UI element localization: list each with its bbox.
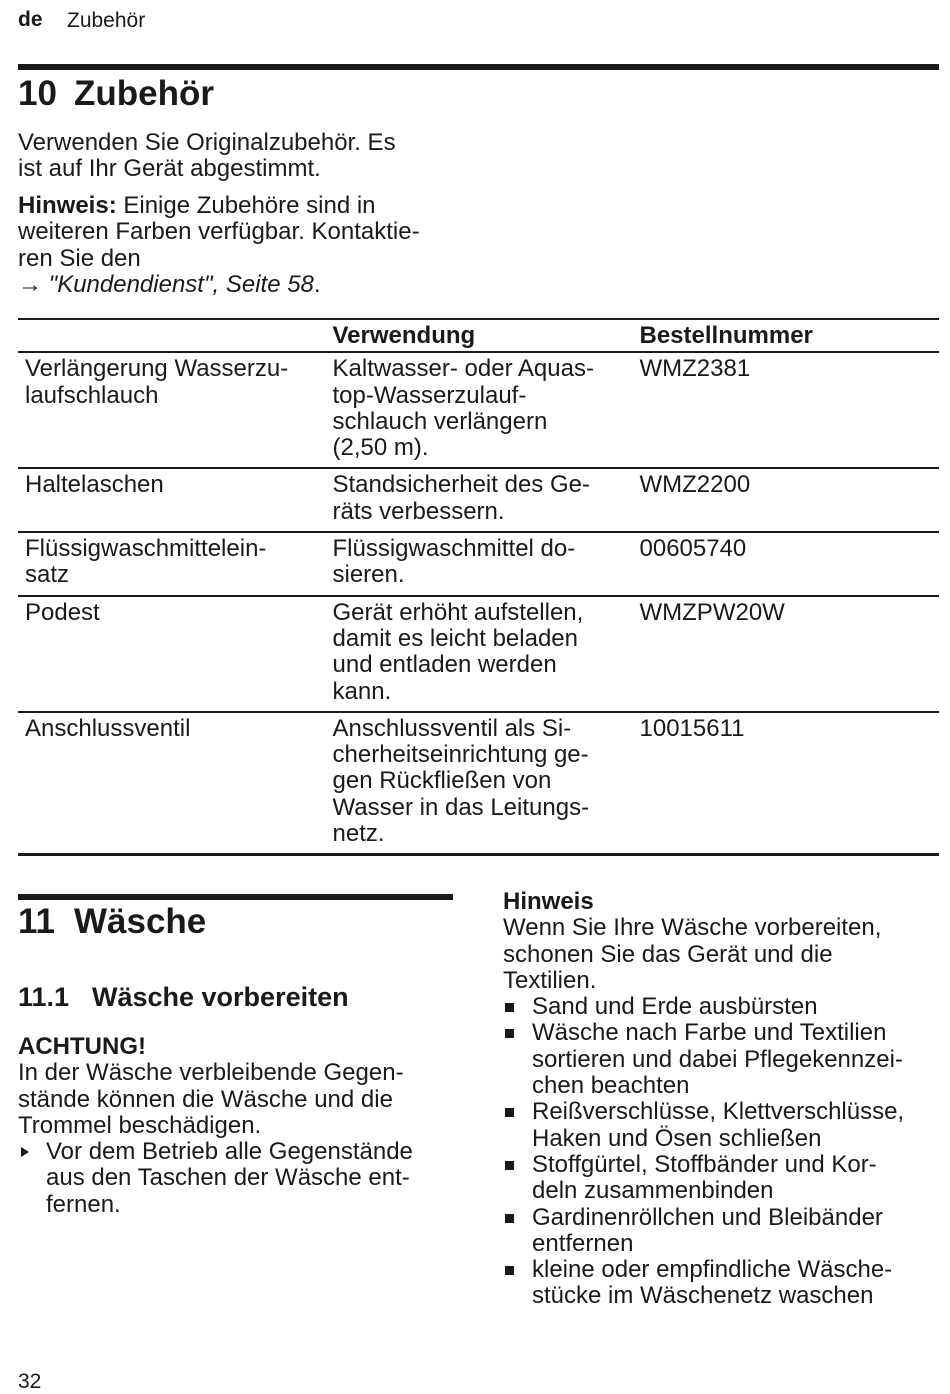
bullet-line: stücke im Wäschenetz waschen <box>532 1282 874 1310</box>
cell-line: Verlängerung Wasserzu- <box>25 355 289 383</box>
note-line <box>18 193 458 219</box>
cell-item <box>18 468 325 532</box>
bullet-line: entfernen <box>532 1229 634 1257</box>
customer-service-link[interactable] <box>18 272 458 298</box>
cell-line: Flüssigwaschmittel do- <box>332 535 576 563</box>
cell-line: und entladen werden <box>332 651 557 679</box>
column-header-item <box>18 319 325 352</box>
cell-line: räts verbessern. <box>332 497 505 525</box>
hint-bullet-list <box>503 994 943 1310</box>
cell-line: Kaltwasser- oder Aquas- <box>332 355 594 383</box>
cell-order-number: WMZ2381 <box>632 352 939 468</box>
list-item <box>503 994 943 1020</box>
bullet-line: Reißverschlüsse, Klettverschlüsse, <box>532 1098 905 1126</box>
cell-order-number: 10015611 <box>632 712 939 855</box>
bullet-line: Haken und Ösen schließen <box>532 1124 822 1152</box>
bullet-line: Gardinenröllchen und Bleibänder <box>532 1203 883 1231</box>
warning-label: ACHTUNG! <box>18 1033 146 1060</box>
cell-line: satz <box>25 561 70 589</box>
warning-line: In der Wäsche verbleibende Gegen- <box>18 1059 404 1087</box>
cell-use <box>325 712 632 855</box>
square-bullet-icon <box>505 1029 514 1038</box>
chapter-10-intro <box>18 130 458 183</box>
cell-line: laufschlauch <box>25 381 159 409</box>
cell-item <box>18 352 325 468</box>
step-line: fernen. <box>46 1190 121 1218</box>
note-label: Hinweis: <box>18 192 117 219</box>
cell-line: (2,50 m). <box>332 434 429 462</box>
cell-line: schlauch verlängern <box>332 407 548 435</box>
hint-block <box>503 889 943 1310</box>
cell-line: damit es leicht beladen <box>332 624 578 652</box>
warning-block <box>18 1034 458 1218</box>
bullet-line: sortieren und dabei Pflegekennzei- <box>532 1045 903 1073</box>
triangle-right-icon <box>21 1147 29 1157</box>
cell-item <box>18 712 325 855</box>
cell-line: sieren. <box>332 561 405 589</box>
chapter-10-heading <box>18 74 214 114</box>
list-item <box>503 1257 943 1310</box>
header-rule <box>18 64 939 70</box>
hint-label: Hinweis <box>503 888 594 915</box>
section-11-1-heading <box>18 982 349 1012</box>
table-row <box>18 468 939 532</box>
language-code: de <box>18 8 43 31</box>
cell-order-number: WMZPW20W <box>632 596 939 712</box>
column-header-order-number: Bestellnummer <box>632 319 939 352</box>
link-end: . <box>313 270 321 298</box>
cell-line: gen Rückfließen von <box>332 767 552 795</box>
cell-line: netz. <box>332 820 385 848</box>
bullet-line: deln zusammenbinden <box>532 1177 774 1205</box>
chapter-title: Wäsche <box>74 902 207 941</box>
hint-line: Textilien. <box>503 966 597 994</box>
intro-line: ist auf Ihr Gerät abgestimmt. <box>18 155 321 183</box>
bullet-line: kleine oder empfindliche Wäsche- <box>532 1256 893 1284</box>
cell-use <box>325 596 632 712</box>
cell-use <box>325 532 632 596</box>
cell-use <box>325 468 632 532</box>
cell-order-number: WMZ2200 <box>632 468 939 532</box>
bullet-line: Stoffgürtel, Stoffbänder und Kor- <box>532 1150 877 1178</box>
note-line: ren Sie den <box>18 244 141 272</box>
running-header-section: Zubehör <box>67 9 146 32</box>
square-bullet-icon <box>505 1108 514 1117</box>
warning-line: Trommel beschädigen. <box>18 1111 262 1139</box>
note-text: Einige Zubehöre sind in <box>116 192 376 219</box>
chapter-title: Zubehör <box>74 74 214 113</box>
hint-line: Wenn Sie Ihre Wäsche vorbereiten, <box>503 914 882 942</box>
column-header-use: Verwendung <box>325 319 632 352</box>
list-item <box>503 1099 943 1152</box>
table-row <box>18 532 939 596</box>
bullet-line: chen beachten <box>532 1072 690 1100</box>
warning-line: stände können die Wäsche und die <box>18 1085 393 1113</box>
cell-line: Gerät erhöht aufstellen, <box>332 598 584 626</box>
arrow-right-icon: → <box>18 270 42 298</box>
bullet-line: Wäsche nach Farbe und Textilien <box>532 1019 887 1047</box>
link-text[interactable]: "Kundendienst", Seite 58 <box>42 270 314 298</box>
cell-order-number: 00605740 <box>632 532 939 596</box>
cell-line: Haltelaschen <box>25 471 164 499</box>
square-bullet-icon <box>505 1161 514 1170</box>
table-row <box>18 712 939 855</box>
cell-line: Flüssigwaschmittelein- <box>25 535 267 563</box>
chapter-number: 11 <box>18 902 55 941</box>
list-item <box>503 1152 943 1205</box>
chapter-11-rule <box>18 894 453 900</box>
table-row <box>18 596 939 712</box>
intro-line: Verwenden Sie Originalzubehör. Es <box>18 129 396 156</box>
instruction-step <box>18 1139 458 1218</box>
chapter-10-note <box>18 193 458 298</box>
list-item <box>503 1020 943 1099</box>
section-number: 11.1 <box>18 982 70 1012</box>
accessories-table <box>18 318 939 856</box>
cell-line: Anschlussventil <box>25 714 191 742</box>
cell-use <box>325 352 632 468</box>
hint-line: schonen Sie das Gerät und die <box>503 940 833 968</box>
step-line: Vor dem Betrieb alle Gegenstände <box>46 1138 413 1166</box>
square-bullet-icon <box>505 1266 514 1275</box>
cell-line: Anschlussventil als Si- <box>332 714 572 742</box>
chapter-11-heading <box>18 902 206 942</box>
cell-line: kann. <box>332 677 392 705</box>
cell-line: cherheitseinrichtung ge- <box>332 741 589 769</box>
cell-line: Wasser in das Leitungs- <box>332 793 590 821</box>
list-item <box>503 1205 943 1258</box>
note-line: weiteren Farben verfügbar. Kontaktie- <box>18 218 420 246</box>
step-line: aus den Taschen der Wäsche ent- <box>46 1164 410 1192</box>
cell-line: top-Wasserzulauf- <box>332 381 527 409</box>
section-title: Wäsche vorbereiten <box>92 982 349 1012</box>
cell-line: Podest <box>25 598 100 626</box>
page-number: 32 <box>18 1370 42 1393</box>
cell-item <box>18 596 325 712</box>
cell-item <box>18 532 325 596</box>
square-bullet-icon <box>505 1003 514 1012</box>
table-row <box>18 352 939 468</box>
chapter-number: 10 <box>18 74 57 113</box>
bullet-line: Sand und Erde ausbürsten <box>532 993 818 1021</box>
square-bullet-icon <box>505 1214 514 1223</box>
table-header-row <box>18 319 939 352</box>
cell-line: Standsicherheit des Ge- <box>332 471 590 499</box>
